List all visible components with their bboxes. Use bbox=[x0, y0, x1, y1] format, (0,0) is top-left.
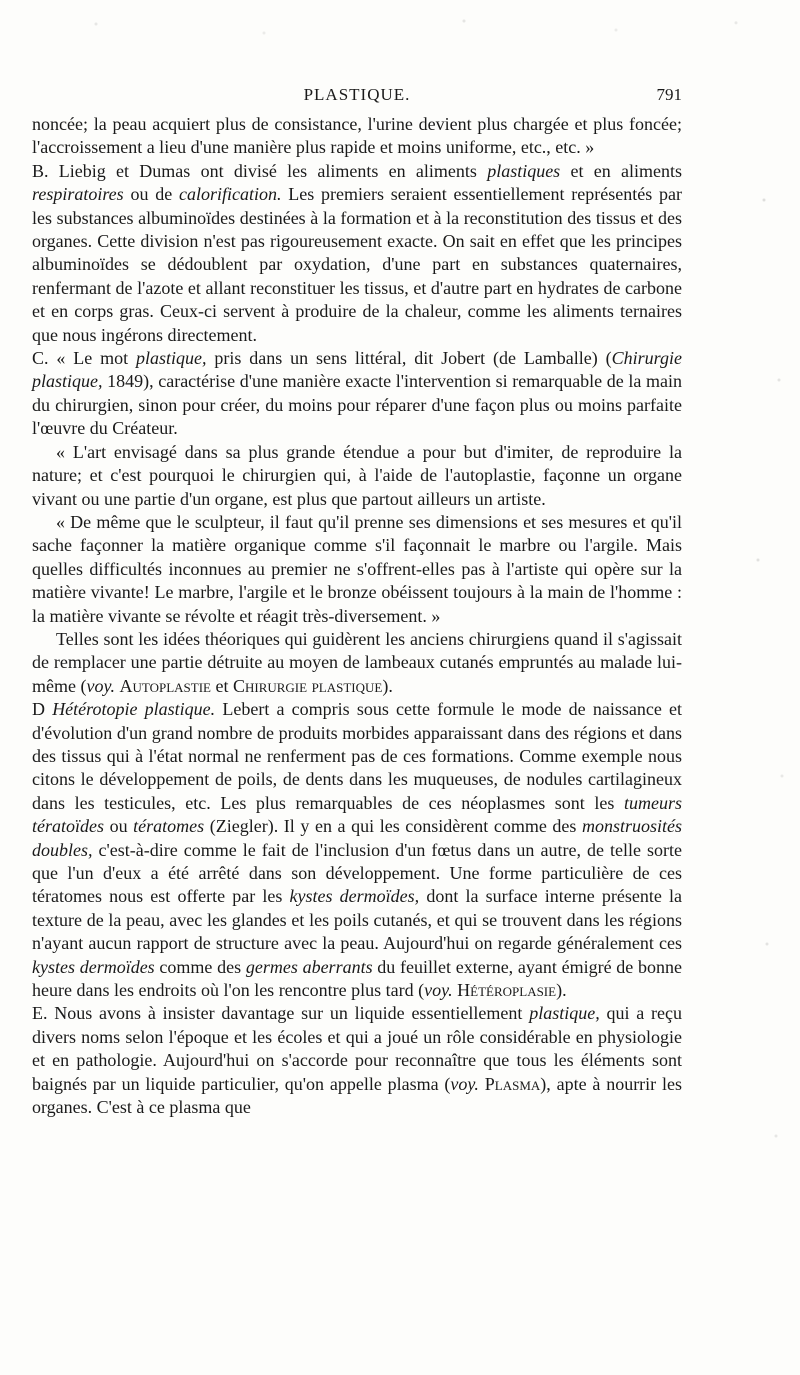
text-run: « L'art envisagé dans sa plus grande étendue a pour but d'imiter, de reproduire la nature; et c'est pourquoi le chirurgien qui, à l'aide de l'autoplastie, façonne un organe vivant ou une partie d'un organe, est plus que partout ailleurs un artiste. bbox=[32, 441, 682, 509]
small-caps-text: Autoplastie bbox=[119, 675, 211, 696]
italic-text: voy. bbox=[424, 980, 453, 1001]
body-text bbox=[32, 113, 682, 1119]
italic-text: germes aberrants bbox=[245, 956, 373, 977]
text-run: D bbox=[32, 699, 53, 720]
text-run: (Ziegler). Il y en a qui les considèrent comme des bbox=[204, 816, 582, 837]
scan-noise-top bbox=[0, 0, 800, 60]
text-run: Telles sont les idées théoriques qui guidèrent les anciens chirurgiens quand il s'agissait de remplacer une partie détruite au moyen de lambeaux cutanés empruntés au malade lui-même ( bbox=[32, 628, 682, 696]
text-run: ). bbox=[556, 980, 567, 1001]
paragraph-p-sculpteur bbox=[32, 511, 682, 628]
paragraph-p-cont bbox=[32, 113, 682, 160]
text-run: E. Nous avons à insister davantage sur un liquide essentiellement bbox=[32, 1003, 530, 1024]
italic-text: tératomes bbox=[133, 816, 205, 837]
text-run: et bbox=[210, 675, 233, 696]
italic-text: calorification. bbox=[179, 184, 282, 205]
italic-text: plastiques bbox=[487, 160, 561, 181]
paragraph-p-e bbox=[32, 1002, 682, 1119]
italic-text: respiratoires bbox=[32, 184, 124, 205]
text-run: du feuillet externe, ayant émigré de bonne heure dans les endroits où l'on les rencontre plus tard ( bbox=[32, 956, 683, 1001]
italic-text: monstruosités doubles, bbox=[32, 816, 682, 860]
italic-text: plastique, bbox=[529, 1003, 600, 1024]
text-run: c'est-à-dire comme le fait de l'inclusion d'un fœtus dans un autre, de telle sorte que l'un d'eux a été arrêté dans son développement. Une forme particulière de ces tératomes nous est offerte par les bbox=[32, 839, 682, 907]
text-run: noncée; la peau acquiert plus de consistance, l'urine devient plus chargée et plus foncée; l'accroissement a lieu d'une manière plus rapide et moins uniforme, etc., etc. » bbox=[32, 114, 682, 158]
paragraph-p-d bbox=[32, 698, 682, 1002]
paragraph-p-telles bbox=[32, 628, 682, 698]
text-run: ). bbox=[382, 675, 393, 696]
text-run: Lebert a compris sous cette formule le mode de naissance et d'évolution d'un grand nombre de produits morbides apparaissant dans des régions et dans des tissus qui à l'état normal ne renferment pas de ces formations. Comme exemple nous citons le développement de poils, de dents dans les muqueuses, de nodules cartilagineux dans les testicules, etc. Les plus remarquables de ces néoplasmes sont les bbox=[32, 699, 682, 813]
page-header bbox=[32, 85, 682, 109]
page-number: 791 bbox=[656, 85, 682, 104]
italic-text: tumeurs tératoïdes bbox=[32, 792, 682, 837]
scan-noise-right bbox=[740, 80, 800, 1280]
text-run: ou de bbox=[123, 184, 179, 205]
text-run: pris dans un sens littéral, dit Jobert (de Lamballe) ( bbox=[206, 348, 612, 369]
text-run: B. Liebig et Dumas ont divisé les aliments en aliments bbox=[32, 160, 488, 181]
text-run: comme des bbox=[154, 956, 246, 977]
italic-text: Hétérotopie plastique. bbox=[52, 699, 216, 720]
italic-text: voy. bbox=[86, 675, 115, 696]
text-run: dont la surface interne présente la texture de la peau, avec les glandes et les poils cutanés, et qui se trouvent dans les régions n'ayant aucun rapport de structure avec la peau. Aujourd'hui on regarde généralement ces bbox=[32, 886, 682, 954]
italic-text: kystes dermoïdes bbox=[32, 956, 155, 977]
text-run: ), apte à nourrir les organes. C'est à ce plasma que bbox=[32, 1073, 682, 1118]
italic-text: kystes dermoïdes, bbox=[289, 886, 420, 907]
small-caps-text: Plasma bbox=[484, 1073, 541, 1094]
italic-text: Chirurgie plastique, bbox=[32, 348, 682, 392]
running-title: PLASTIQUE. bbox=[303, 85, 411, 104]
small-caps-text: Chirurgie plastique bbox=[232, 675, 383, 696]
text-run: 1849), caractérise d'une manière exacte l'intervention si remarquable de la main du chirurgien, sinon pour créer, du moins pour réparer d'une façon plus ou moins parfaite l'œuvre du Créateur. bbox=[32, 371, 682, 439]
paragraph-p-art bbox=[32, 441, 682, 511]
text-run: « De même que le sculpteur, il faut qu'il prenne ses dimensions et ses mesures et qu'il sache façonner la matière organique comme s'il façonnait le marbre ou l'argile. Mais quelles difficultés inconnues au premier ne s'offrent-elles pas à l'artiste qui opère sur la matière vivante! Le marbre, l'argile et le bronze obéissent toujours à la main de l'homme : la matière vivante se révolte et réagit très-diversement. » bbox=[32, 511, 682, 626]
text-run: C. « Le mot bbox=[32, 348, 136, 369]
italic-text: voy. bbox=[450, 1073, 479, 1094]
text-run: Les premiers seraient essentiellement représentés par les substances albuminoïdes destinées à la formation et à la reconstitution des tissus et des organes. Cette division n'est pas rigoureusement exacte. On sait en effet que les principes albuminoïdes se dédoublent par oxydation, d'une part en substances quaternaires, renfermant de l'azote et allant reconstituer les tissus, et d'autre part en hydrates de carbone et en corps gras. Ceux-ci servent à produire de la chaleur, comme les aliments ternaires que nous ingérons directement. bbox=[32, 184, 682, 345]
text-run: qui a reçu divers noms selon l'époque et les écoles et qui a joué un rôle considérable en physiologie et en pathologie. Aujourd'hui on s'accorde pour reconnaître que tous les éléments sont baignés par un liquide particulier, qu'on appelle plasma ( bbox=[32, 1003, 683, 1094]
paragraph-p-c bbox=[32, 347, 682, 441]
paragraph-p-b bbox=[32, 160, 682, 347]
italic-text: plastique, bbox=[136, 348, 207, 369]
text-run: ou bbox=[104, 816, 134, 837]
text-run: et en aliments bbox=[560, 160, 682, 181]
small-caps-text: Hétéroplasie bbox=[457, 980, 557, 1001]
